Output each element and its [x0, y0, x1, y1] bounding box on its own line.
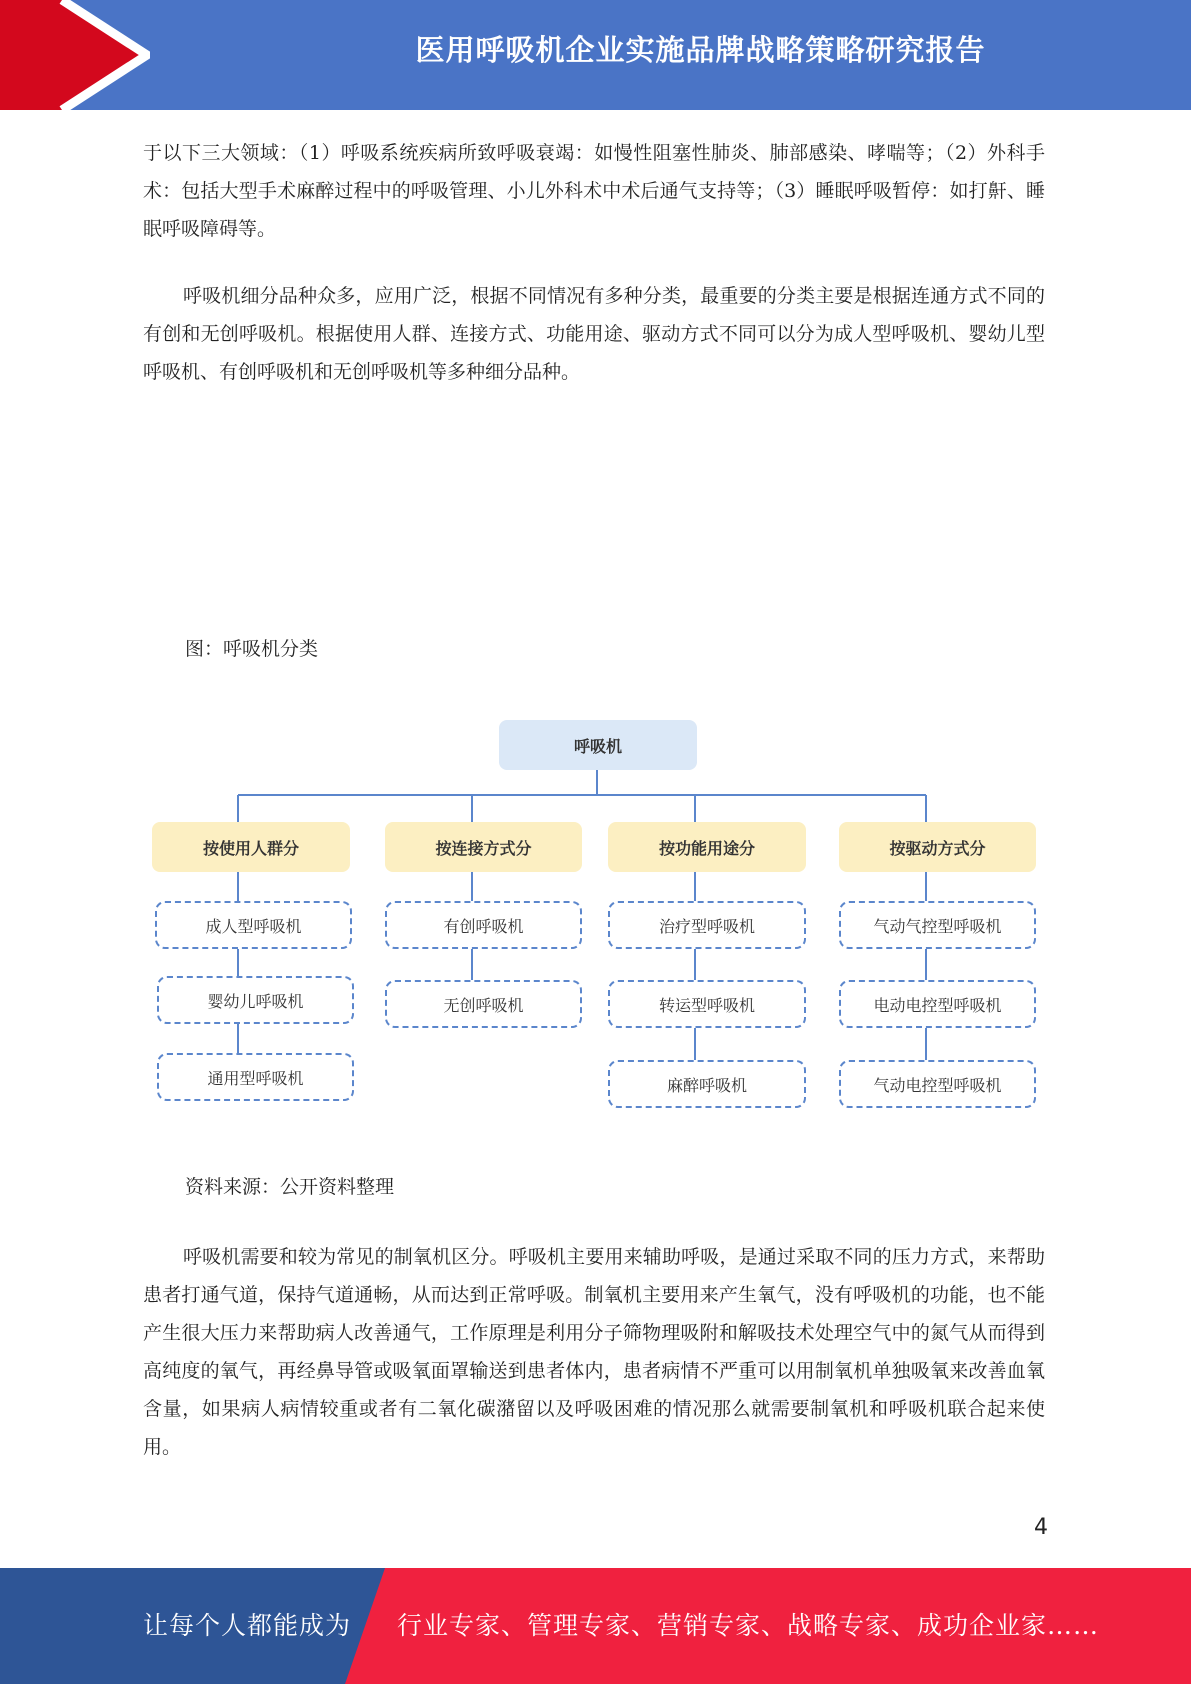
diagram-category-users: 按使用人群分 [152, 822, 350, 872]
diagram-leaf-node: 婴幼儿呼吸机 [157, 976, 354, 1024]
diagram-leaf-node: 通用型呼吸机 [157, 1053, 354, 1101]
diagram-root-node: 呼吸机 [499, 720, 697, 770]
footer-slogan-left: 让每个人都能成为 [143, 1611, 352, 1640]
diagram-leaf-node: 无创呼吸机 [385, 980, 582, 1028]
page-footer [0, 1568, 1191, 1684]
footer-slogan-right: 行业专家、管理专家、营销专家、战略专家、成功企业家…… [397, 1611, 1100, 1640]
diagram-leaf-node: 气动气控型呼吸机 [839, 901, 1036, 949]
figure-source: 资料来源：公开资料整理 [185, 1176, 395, 1198]
diagram-leaf-node: 转运型呼吸机 [608, 980, 806, 1028]
diagram-leaf-node: 气动电控型呼吸机 [839, 1060, 1036, 1108]
header-red-chevron [0, 0, 150, 110]
diagram-leaf-node: 麻醉呼吸机 [608, 1060, 806, 1108]
ventilator-classification-diagram [150, 715, 1040, 1115]
page-header [0, 0, 1191, 110]
diagram-category-drive: 按驱动方式分 [839, 822, 1036, 872]
report-title: 医用呼吸机企业实施品牌战略策略研究报告 [415, 33, 986, 67]
page-number: 4 [1034, 1515, 1048, 1540]
diagram-category-function: 按功能用途分 [608, 822, 806, 872]
paragraph-ventilator-types: 呼吸机细分品种众多，应用广泛，根据不同情况有多种分类，最重要的分类主要是根据连通方式不同的有创和无创呼吸机。根据使用人群、连接方式、功能用途、驱动方式不同可以分为成人型呼吸机、婴幼儿型呼吸机、有创呼吸机和无创呼吸机等多种细分品种。 [143, 285, 1045, 383]
paragraph-application-areas: 于以下三大领域：（1）呼吸系统疾病所致呼吸衰竭：如慢性阻塞性肺炎、肺部感染、哮喘等；（2）外科手术：包括大型手术麻醉过程中的呼吸管理、小儿外科术中术后通气支持等；（3）睡眠呼吸暂停：如打鼾、睡眠呼吸障碍等。 [143, 142, 1045, 240]
figure-caption: 图：呼吸机分类 [185, 638, 319, 660]
diagram-leaf-node: 电动电控型呼吸机 [839, 980, 1036, 1028]
diagram-category-connection: 按连接方式分 [385, 822, 582, 872]
diagram-leaf-node: 治疗型呼吸机 [608, 901, 806, 949]
paragraph-ventilator-vs-oxygen: 呼吸机需要和较为常见的制氧机区分。呼吸机主要用来辅助呼吸，是通过采取不同的压力方式，来帮助患者打通气道，保持气道通畅，从而达到正常呼吸。制氧机主要用来产生氧气，没有呼吸机的功能，也不能产生很大压力来帮助病人改善通气，工作原理是利用分子筛物理吸附和解吸技术处理空气中的氮气从而得到高纯度的氧气，再经鼻导管或吸氧面罩输送到患者体内，患者病情不严重可以用制氧机单独吸氧来改善血氧含量，如果病人病情较重或者有二氧化碳潴留以及呼吸困难的情况那么就需要制氧机和呼吸机联合起来使用。 [143, 1246, 1045, 1458]
diagram-leaf-node: 有创呼吸机 [385, 901, 582, 949]
diagram-leaf-node: 成人型呼吸机 [155, 901, 352, 949]
